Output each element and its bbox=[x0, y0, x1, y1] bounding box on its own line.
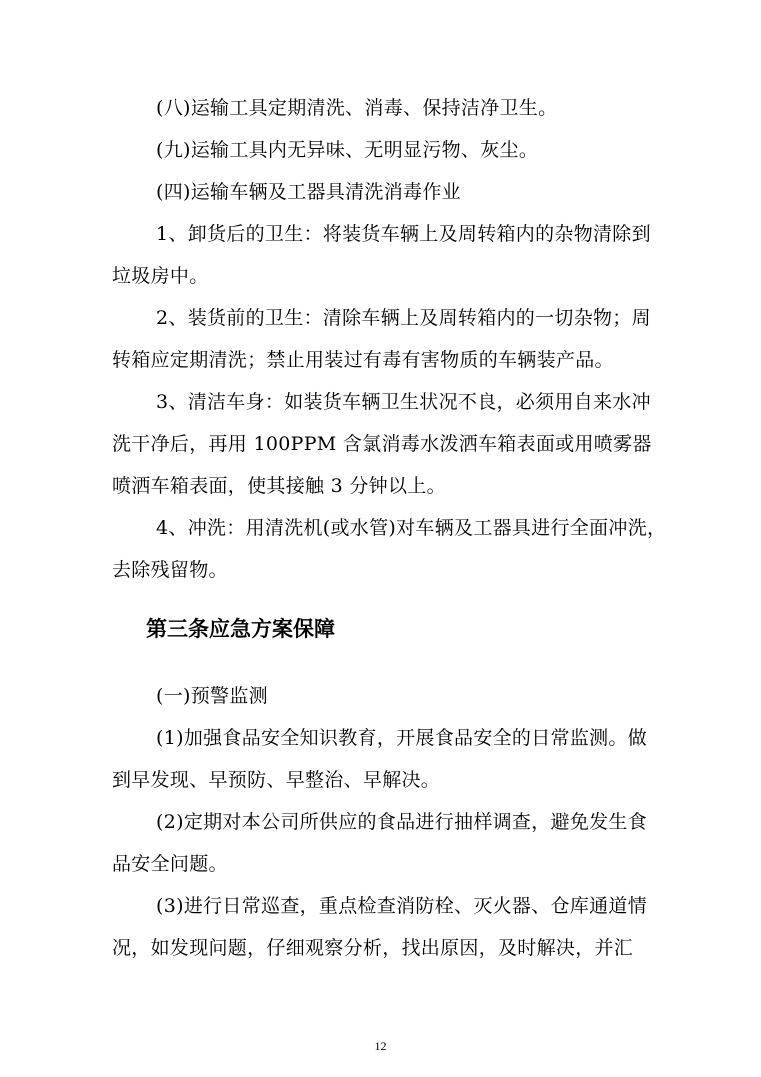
paragraph-line: 品安全问题。 bbox=[112, 853, 228, 875]
paragraph-line: (1)加强食品安全知识教育，开展食品安全的日常监测。做 bbox=[156, 727, 648, 749]
paragraph-line: 垃圾房中。 bbox=[112, 265, 209, 287]
paragraph-line: 喷洒车箱表面，使其接触 3 分钟以上。 bbox=[112, 475, 446, 497]
body-text-bottom bbox=[112, 675, 648, 969]
paragraph-line: (一)预警监测 bbox=[156, 685, 268, 707]
body-text-top bbox=[112, 87, 667, 591]
paragraph-line: (八)运输工具定期清洗、消毒、保持洁净卫生。 bbox=[156, 97, 558, 119]
paragraph-line: 1、卸货后的卫生：将装货车辆上及周转箱内的杂物清除到 bbox=[156, 223, 651, 245]
paragraph-line: 2、装货前的卫生：清除车辆上及周转箱内的一切杂物；周 bbox=[156, 307, 651, 329]
paragraph-line: 4、冲洗：用清洗机(或水管)对车辆及工器具进行全面冲洗， bbox=[156, 517, 667, 539]
page-number: 12 bbox=[374, 1039, 387, 1053]
paragraph-line: (四)运输车辆及工器具清洗消毒作业 bbox=[156, 181, 461, 203]
paragraph-line: 3、清洁车身：如装货车辆卫生状况不良，必须用自来水冲 bbox=[156, 391, 651, 413]
paragraph-line: 转箱应定期清洗；禁止用装过有毒有害物质的车辆装产品。 bbox=[112, 349, 614, 371]
paragraph-line: (2)定期对本公司所供应的食品进行抽样调查，避免发生食 bbox=[156, 811, 648, 833]
paragraph-line: (九)运输工具内无异味、无明显污物、灰尘。 bbox=[156, 139, 539, 161]
section-heading: 第三条应急方案保障 bbox=[146, 617, 335, 641]
paragraph-line: 况，如发现问题，仔细观察分析，找出原因，及时解决，并汇 bbox=[112, 937, 634, 959]
paragraph-line: 洗干净后，再用 100PPM 含氯消毒水泼洒车箱表面或用喷雾器 bbox=[112, 433, 652, 455]
paragraph-line: (3)进行日常巡查，重点检查消防栓、灭火器、仓库通道情 bbox=[156, 895, 648, 917]
paragraph-line: 到早发现、早预防、早整治、早解决。 bbox=[112, 769, 441, 791]
paragraph-line: 去除残留物。 bbox=[112, 559, 228, 581]
